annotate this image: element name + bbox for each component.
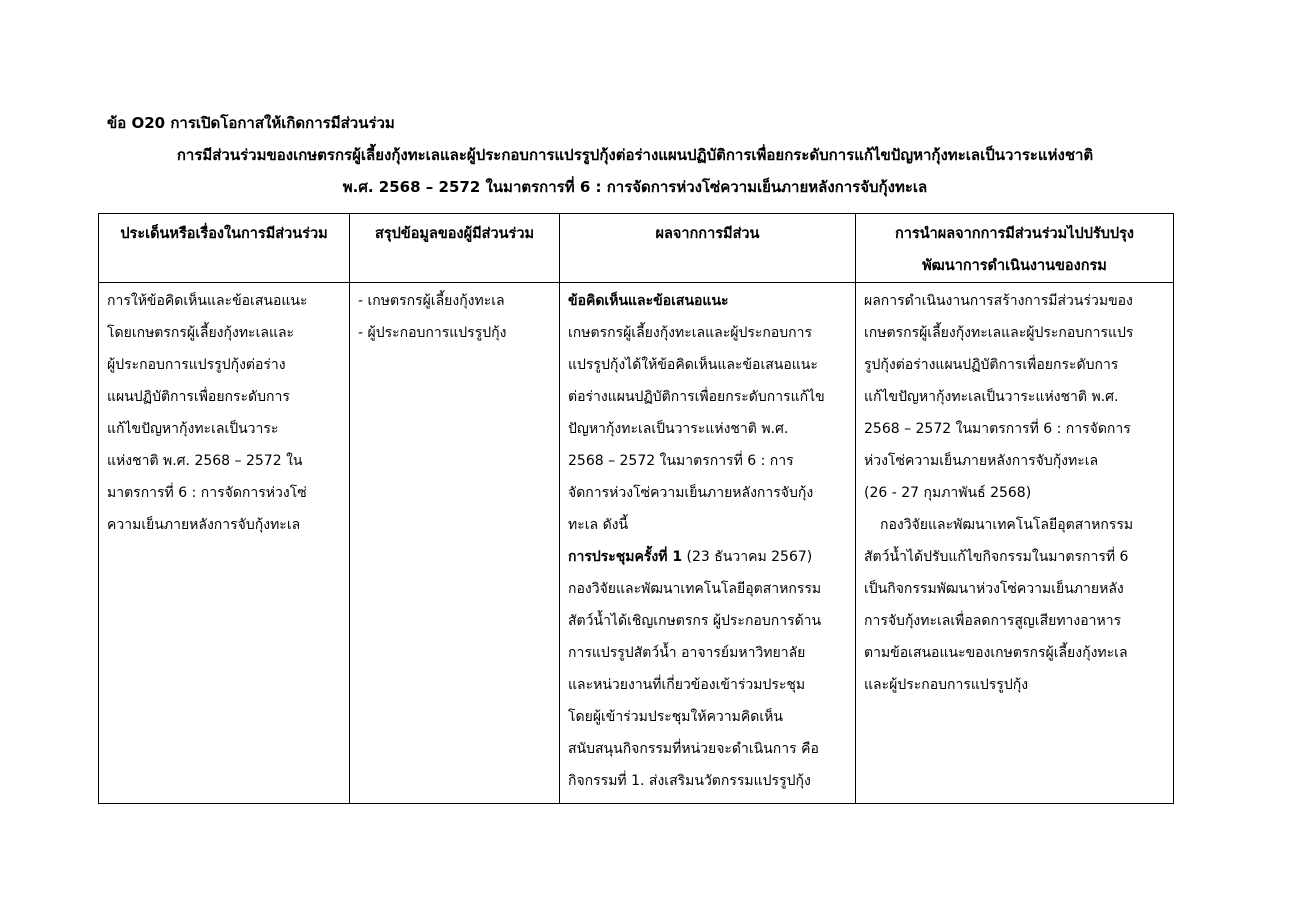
cell-improvement [856, 283, 1174, 804]
text-line: กองวิจัยและพัฒนาเทคโนโลยีอุตสาหกรรม [568, 581, 822, 597]
table-header-row [99, 214, 1174, 283]
subtitle-line-1: การมีส่วนร่วมของเกษตรกรผู้เลี้ยงกุ้งทะเลและผู้ประกอบการแปรรูปกุ้งต่อร่างแผนปฏิบัติการเพื่อยกระดับการแก้ไขปัญหากุ้งทะเลเป็นวาระแห่งชาติ [176, 146, 1094, 164]
text-line: โดยผู้เข้าร่วมประชุมให้ความคิดเห็น [568, 709, 783, 725]
cell-participation-result [560, 283, 856, 804]
text-line: ปัญหากุ้งทะเลเป็นวาระแห่งชาติ พ.ศ. [568, 421, 789, 437]
text-line: เกษตรกรผู้เลี้ยงกุ้งทะเลและผู้ประกอบการ [568, 325, 813, 341]
text-line: แก้ไขปัญหากุ้งทะเลเป็นวาระแห่งชาติ พ.ศ. [864, 389, 1119, 405]
text-line: โดยเกษตรกรผู้เลี้ยงกุ้งทะเลและ [107, 325, 295, 341]
text-line: การให้ข้อคิดเห็นและข้อเสนอแนะ [107, 293, 308, 309]
text-line: 2568 – 2572 ในมาตรการที่ 6 : การจัดการ [864, 421, 1131, 437]
meeting-label: การประชุมครั้งที่ 1 [568, 549, 683, 565]
text-line: ต่อร่างแผนปฏิบัติการเพื่อยกระดับการแก้ไข [568, 389, 825, 405]
text-line: (26 - 27 กุมภาพันธ์ 2568) [864, 485, 1032, 501]
header-improvement-line-1: การนำผลจากการมีส่วนร่วมไปปรับปรุง [895, 226, 1134, 242]
text-line: สัตว์น้ำได้เชิญเกษตรกร ผู้ประกอบการด้าน [568, 613, 822, 629]
cell-participant-summary [350, 283, 560, 804]
header-improvement-line-2: พัฒนาการดำเนินงานของกรม [922, 258, 1107, 274]
text-line: ตามข้อเสนอแนะของเกษตรกรผู้เลี้ยงกุ้งทะเล [864, 645, 1128, 661]
text-line: เกษตรกรผู้เลี้ยงกุ้งทะเลและผู้ประกอบการแปร [864, 325, 1134, 341]
list-item: - ผู้ประกอบการแปรรูปกุ้ง [358, 325, 507, 341]
text-line: รูปกุ้งต่อร่างแผนปฏิบัติการเพื่อยกระดับการ [864, 357, 1119, 373]
text-line: ความเย็นภายหลังการจับกุ้งทะเล [107, 517, 301, 533]
text-line: สัตว์น้ำได้ปรับแก้ไขกิจกรรมในมาตรการที่ 6 [864, 549, 1129, 565]
text-line: ผู้ประกอบการแปรรูปกุ้งต่อร่าง [107, 357, 286, 373]
text-line: และผู้ประกอบการแปรรูปกุ้ง [864, 677, 1029, 693]
section-heading: ข้อ O20 การเปิดโอกาสให้เกิดการมีส่วนร่วม [107, 114, 395, 132]
subtitle-line-2: พ.ศ. 2568 – 2572 ในมาตรการที่ 6 : การจัดการห่วงโซ่ความเย็นภายหลังการจับกุ้งทะเล [342, 178, 928, 196]
text-line: กองวิจัยและพัฒนาเทคโนโลยีอุตสาหกรรม [880, 517, 1134, 533]
text-line: จัดการห่วงโซ่ความเย็นภายหลังการจับกุ้ง [568, 485, 814, 501]
text-line: ผลการดำเนินงานการสร้างการมีส่วนร่วมของ [864, 293, 1133, 309]
meeting-date: (23 ธันวาคม 2567) [682, 549, 813, 565]
participation-table [98, 213, 1174, 804]
text-line: การจับกุ้งทะเลเพื่อลดการสูญเสียทางอาหาร [864, 613, 1122, 629]
text-line: แห่งชาติ พ.ศ. 2568 – 2572 ใน [107, 453, 303, 469]
cell-issue [99, 283, 350, 804]
list-item: - เกษตรกรผู้เลี้ยงกุ้งทะเล [358, 293, 505, 309]
text-line: แปรรูปกุ้งได้ให้ข้อคิดเห็นและข้อเสนอแนะ [568, 357, 818, 373]
text-line: การแปรรูปสัตว์น้ำ อาจารย์มหาวิทยาลัย [568, 645, 806, 661]
header-participant-summary: สรุปข้อมูลของผู้มีส่วนร่วม [350, 214, 560, 283]
meeting-line [568, 541, 849, 573]
text-line: 2568 – 2572 ในมาตรการที่ 6 : การ [568, 453, 794, 469]
text-line: เป็นกิจกรรมพัฒนาห่วงโซ่ความเย็นภายหลัง [864, 581, 1124, 597]
text-line: แผนปฏิบัติการเพื่อยกระดับการ [107, 389, 290, 405]
text-line: สนับสนุนกิจกรรมที่หน่วยจะดำเนินการ คือ [568, 741, 819, 757]
text-line: ห่วงโซ่ความเย็นภายหลังการจับกุ้งทะเล [864, 453, 1099, 469]
header-improvement [856, 214, 1174, 283]
text-line: และหน่วยงานที่เกี่ยวข้องเข้าร่วมประชุม [568, 677, 806, 693]
text-line: แก้ไขปัญหากุ้งทะเลเป็นวาระ [107, 421, 279, 437]
result-title: ข้อคิดเห็นและข้อเสนอแนะ [568, 293, 729, 309]
table-row [99, 283, 1174, 804]
header-issue: ประเด็นหรือเรื่องในการมีส่วนร่วม [99, 214, 350, 283]
header-participation-result: ผลจากการมีส่วน [560, 214, 856, 283]
text-line: มาตรการที่ 6 : การจัดการห่วงโซ่ [107, 485, 307, 501]
text-line: กิจกรรมที่ 1. ส่งเสริมนวัตกรรมแปรรูปกุ้ง [568, 773, 811, 789]
text-line: ทะเล ดังนี้ [568, 517, 629, 533]
